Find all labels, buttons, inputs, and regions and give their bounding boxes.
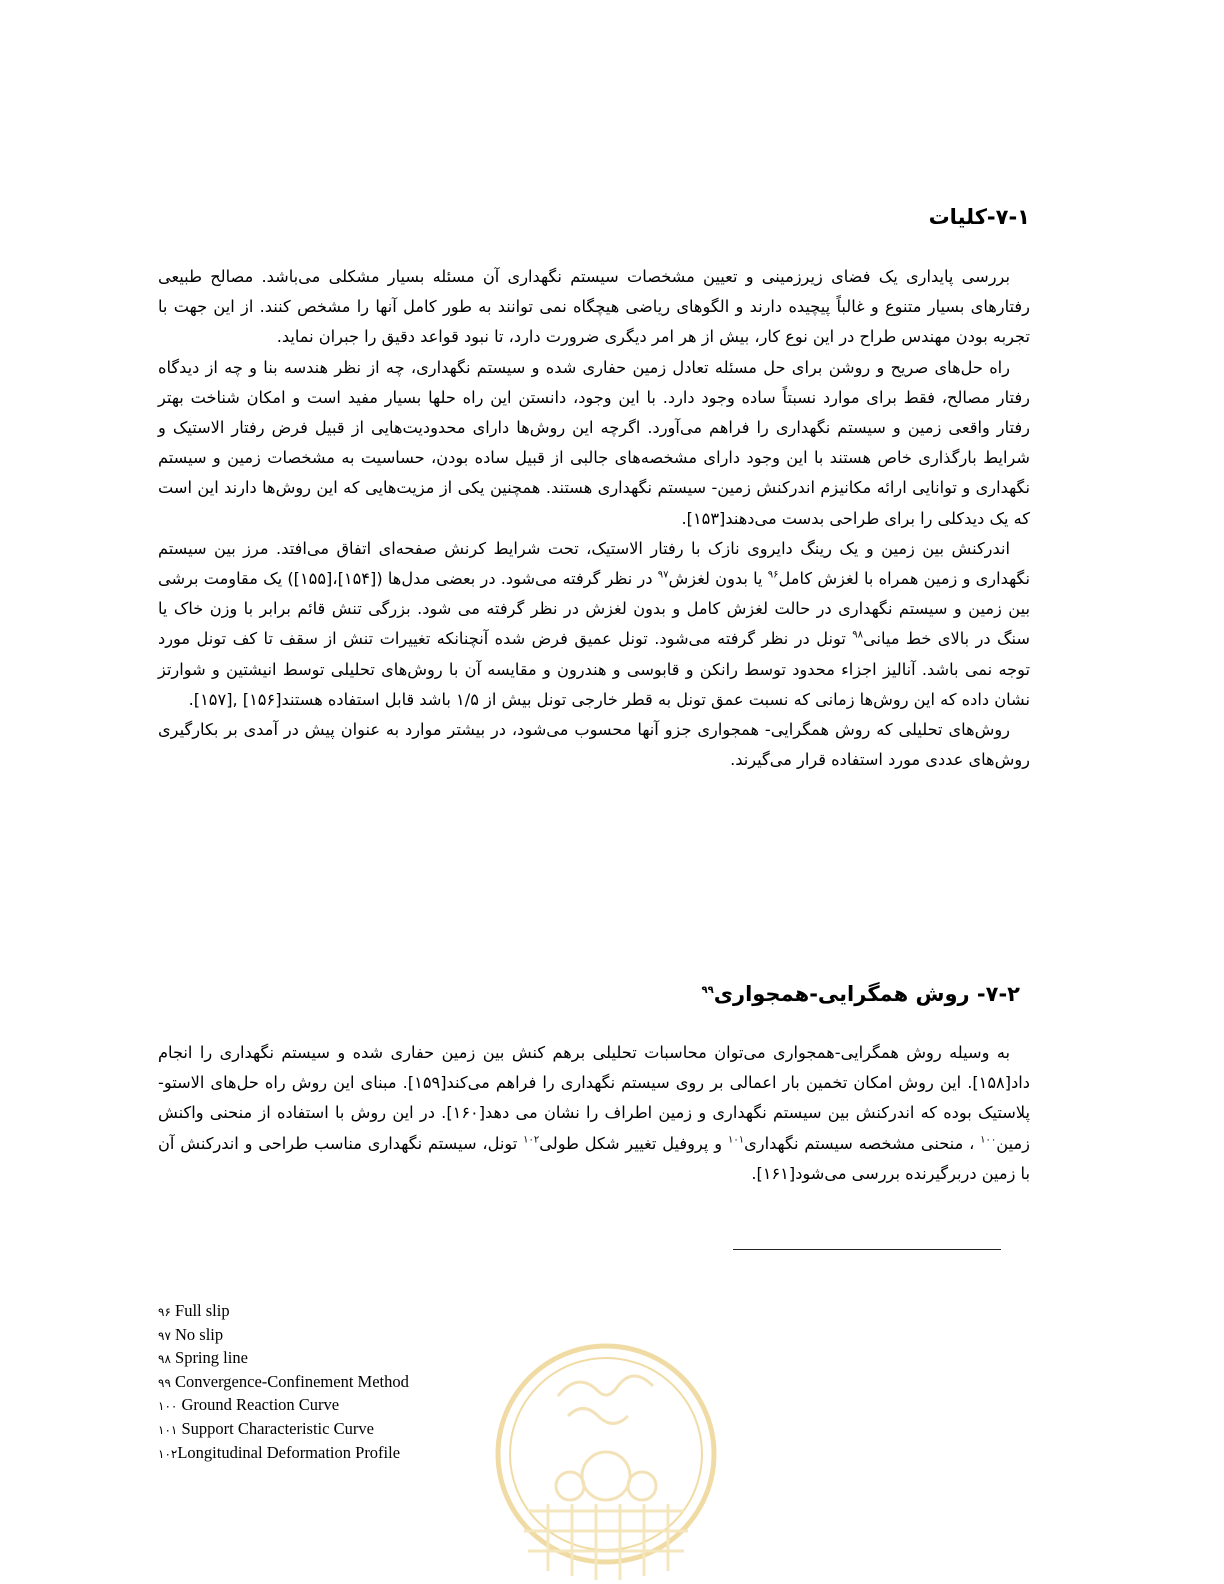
footnotes-list — [158, 1300, 498, 1465]
section-heading-convergence-confinement — [702, 980, 1020, 1008]
seal-watermark — [488, 1336, 724, 1584]
footnote-text: Longitudinal Deformation Profile — [177, 1442, 401, 1462]
body-paragraph — [158, 715, 1030, 775]
body-paragraph — [158, 353, 1030, 534]
section1-body — [158, 262, 1030, 775]
footnote-item — [158, 1300, 498, 1324]
footnote-ref: ۱۰۲ — [523, 1134, 540, 1146]
paragraph-text: روش‌های تحلیلی که روش همگرایی- همجواری جزو آنها محسوب می‌شود، در بیشتر موارد به عنوان پیش در آمدی بر بکارگیری روش‌های عددی مورد استفاده قرار می‌گیرند. — [158, 720, 1030, 770]
footnote-item — [158, 1347, 498, 1371]
footnote-text: Full slip — [170, 1301, 230, 1320]
paragraph-text: ، منحنی مشخصه سیستم نگهداری — [744, 1133, 981, 1153]
paragraph-text: راه حل‌های صریح و روشن برای حل مسئله تعادل زمین حفاری شده و سیستم نگهداری، چه از نظر هندسه بنا و چه از دیدگاه رفتار مصالح، فقط برای موارد نسبتاً ساده وجود دارد. با این وجود، دانستن این راه حلها بسیار مفید است و امکان شناخت بهتر رفتار واقعی زمین و سیستم نگهداری را فراهم می‌آورد. اگرچه این روش‌ها دارای محدودیت‌هایی از قبیل فرض رفتار الاستیک و شرایط بارگذاری خاص هستند با این وجود دارای مشخصه‌های جالبی از قبیل ساده بودن، حساسیت به مشخصات زمین و سیستم نگهداری و توانایی ارائه مکانیزم اندرکنش زمین- سیستم نگهداری هستند. همچنین یکی از مزیت‌هایی که این روش‌ها دارند این است که یک دیدکلی را برای طراحی بدست می‌دهند[۱۵۳]. — [158, 357, 1030, 528]
footnote-number: ۱۰۱ — [158, 1422, 178, 1437]
footnote-divider — [733, 1249, 1001, 1250]
footnote-item — [158, 1394, 498, 1418]
paragraph-text: و پروفیل تغییر شکل طولی — [539, 1133, 728, 1153]
paragraph-text: تونل در نظر گرفته می‌شود. تونل عمیق فرض شده آنچنانکه تغییرات تنش از سقف تا کف تونل مورد توجه نمی باشد. آنالیز اجزاء محدود توسط رانکن و قابوسی و هندرون و مقایسه آن با روش‌های تحلیلی توسط انیشتین و شوارتز نشان داده که این روش‌ها زمانی که نسبت عمق تونل به قطر خارجی تونل بیش از ۱/۵ باشد قابل استفاده هستند[۱۵۶] ,[۱۵۷]. — [158, 629, 1030, 709]
body-paragraph — [158, 262, 1030, 353]
body-paragraph — [158, 1038, 1030, 1189]
footnote-text: Ground Reaction Curve — [177, 1395, 340, 1415]
footnote-number: ۱۰۰ — [158, 1399, 178, 1414]
footnote-number: ۹۹ — [158, 1375, 171, 1390]
footnote-ref: ۹۸ — [852, 630, 864, 642]
paragraph-text: بررسی پایداری یک فضای زیرزمینی و تعیین مشخصات سیستم نگهداری آن مسئله بسیار مشکلی می‌باشد. مصالح طبیعی رفتارهای بسیار متنوع و غالباً پیچیده دارند و الگوهای ریاضی هیچگاه نمی توانند به طور کامل آنها را مشخص کنند. از این جهت با تجربه بودن مهندس طراح در این نوع کار، بیش از هر امر دیگری ضرورت دارد، تا نبود قواعد دقیق را جبران نماید. — [158, 267, 1030, 347]
section-heading-text: ۷-۲- روش همگرایی-همجواری — [713, 982, 1020, 1006]
footnote-number: ۹۶ — [158, 1305, 171, 1319]
footnote-text: Support Characteristic Curve — [177, 1418, 374, 1438]
footnote-ref: ۱۰۰ — [980, 1134, 997, 1146]
footnote-number: ۹۸ — [158, 1352, 171, 1367]
body-paragraph — [158, 534, 1030, 715]
footnote-item — [158, 1371, 498, 1395]
paragraph-text: اندرکنش بین زمین و یک رینگ دایروی نازک با رفتار الاستیک، تحت شرایط کرنش صفحه‌ای اتفاق می‌افتد. مرز بین سیستم نگهداری و زمین همراه با لغزش کامل — [158, 538, 1030, 589]
footnote-number: ۱۰۲ — [158, 1446, 178, 1461]
footnote-ref: ۹۶ — [767, 569, 779, 581]
footnote-text: Spring line — [170, 1348, 248, 1368]
paragraph-text: یا بدون لغزش — [668, 569, 768, 589]
footnote-ref: ۱۰۱ — [727, 1134, 745, 1146]
footnote-text: No slip — [170, 1324, 224, 1344]
section-heading-generalities — [929, 203, 1030, 231]
footnote-item — [158, 1418, 498, 1442]
paragraph-text: در نظر گرفته می‌شود. در بعضی مدل‌ها ([۱۵۴]،[۱۵۵]) یک مقاومت برشی بین زمین و سیستم نگهداری در حالت لغزش کامل و بدون لغزش در نظر گرفته می شود. بزرگی تنش قائم برابر با وزن خاک یا سنگ در بالای خط میانی — [158, 569, 1030, 649]
footnote-text: Convergence-Confinement Method — [170, 1371, 409, 1391]
section2-body — [158, 1038, 1030, 1189]
paragraph-text: به وسیله روش همگرایی-همجواری می‌توان محاسبات تحلیلی برهم کنش بین زمین حفاری شده و سیستم نگهداری را انجام داد[۱۵۸]. این روش امکان تخمین بار اعمالی بر روی سیستم نگهداری را فراهم می‌کند[۱۵۹]. مبنای این روش راه حل‌های الاستو- پلاستیک بوده که اندرکنش بین سیستم نگهداری و زمین اطراف را نشان می دهد[۱۶۰]. در این روش با استفاده از منحنی واکنش زمین — [158, 1043, 1030, 1153]
footnote-ref: ۹۷ — [657, 569, 669, 581]
paragraph-text: تونل، سیستم نگهداری مناسب طراحی و اندرکنش آن با زمین دربرگیرنده بررسی می‌شود[۱۶۱]. — [158, 1133, 1030, 1183]
footnote-item — [158, 1324, 498, 1348]
footnote-item — [158, 1442, 498, 1466]
footnote-number: ۹۷ — [158, 1328, 171, 1343]
footnote-ref: ۹۹ — [701, 985, 714, 996]
section-heading-text: ۷-۱-کلیات — [928, 205, 1030, 229]
